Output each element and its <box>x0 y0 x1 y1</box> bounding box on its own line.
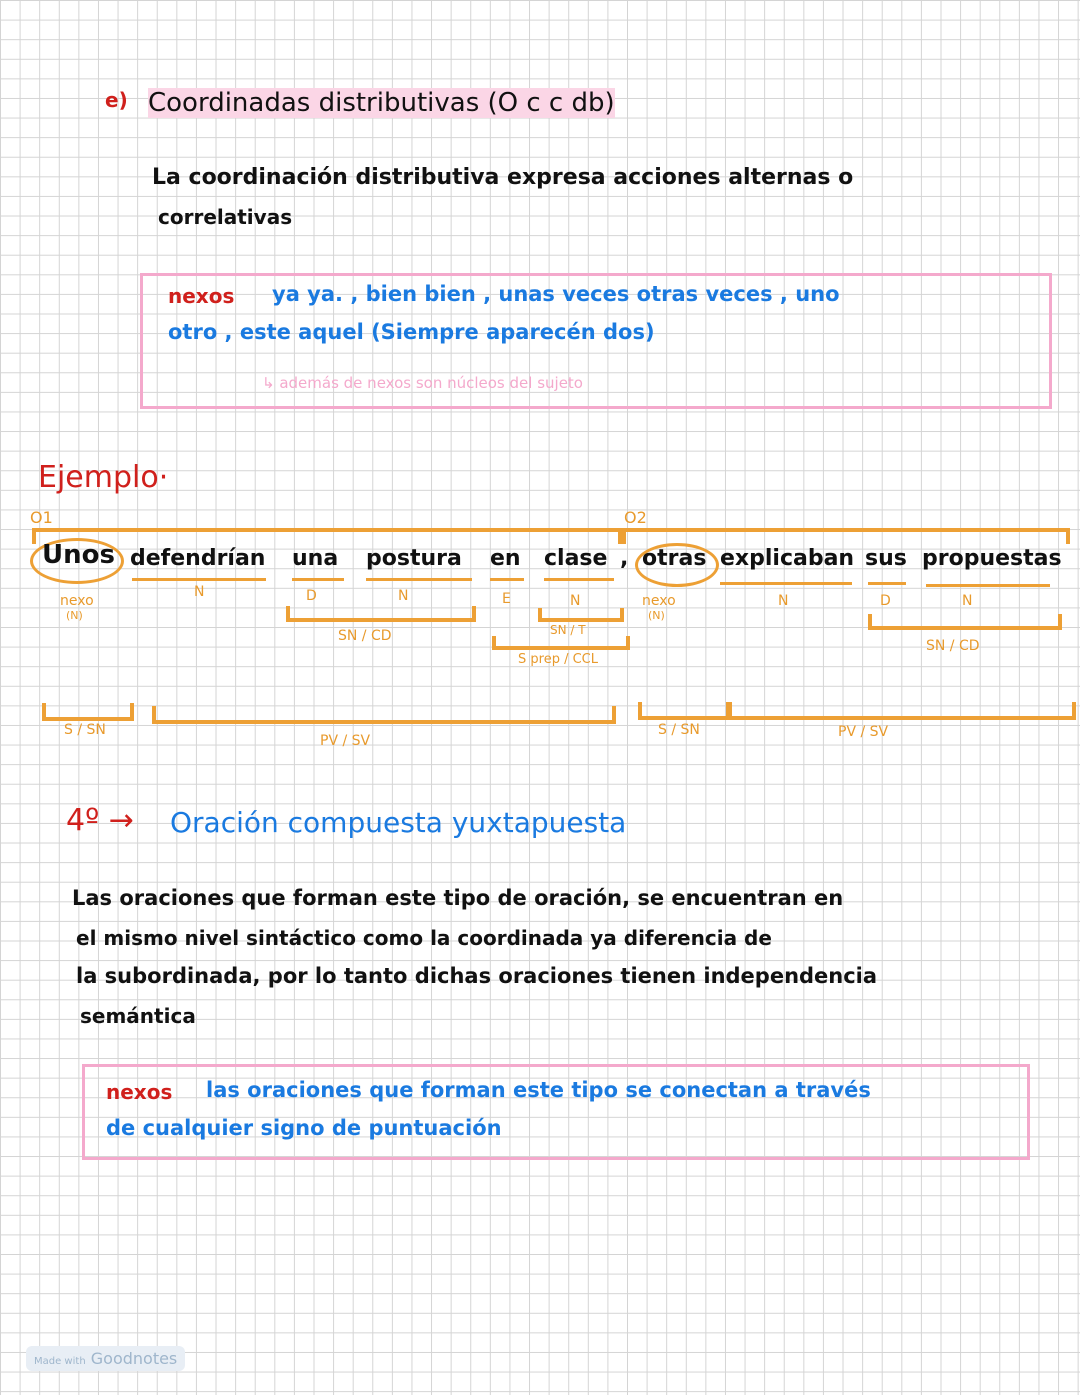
section-marker: 4º → <box>66 803 134 838</box>
word: clase <box>544 546 608 571</box>
bracket <box>638 702 730 720</box>
o2-bracket <box>622 528 1070 544</box>
paragraph-line: el mismo nivel sintáctico como la coordinada ya diferencia de <box>76 926 772 950</box>
o2-label: O2 <box>624 508 647 527</box>
label: E <box>502 591 511 607</box>
label: N <box>398 588 409 604</box>
nexos-note: ↳ además de nexos son núcleos del sujeto <box>262 374 583 392</box>
title-text: Coordinadas distributivas (O c c db) <box>148 88 615 118</box>
definition-line: correlativas <box>158 205 293 229</box>
paragraph-line: semántica <box>80 1004 196 1028</box>
bracket <box>42 703 134 721</box>
underline <box>132 578 266 581</box>
bracket <box>492 636 630 650</box>
label: PV / SV <box>320 733 371 749</box>
bracket <box>538 608 624 622</box>
underline <box>292 578 344 581</box>
word: , <box>620 546 629 571</box>
made-with-text: Made with <box>34 1356 86 1367</box>
section-marker: e) <box>105 88 128 112</box>
o1-bracket <box>32 528 622 544</box>
label: N <box>962 593 973 609</box>
example-heading: Ejemplo· <box>38 460 169 495</box>
word: propuestas <box>922 546 1062 571</box>
nexos-label: nexos <box>106 1080 173 1104</box>
brand-text: Goodnotes <box>90 1349 178 1368</box>
word: defendrían <box>130 546 266 571</box>
section-title <box>148 88 615 118</box>
bracket <box>152 706 616 724</box>
word: en <box>490 546 521 571</box>
word: sus <box>865 546 907 571</box>
label: (N) <box>648 609 665 622</box>
nexos-line: ya ya. , bien bien , unas veces otras veces , uno <box>272 282 840 306</box>
label: PV / SV <box>838 724 889 740</box>
label: SN / CD <box>926 638 980 654</box>
label: N <box>194 584 205 600</box>
o1-label: O1 <box>30 508 53 527</box>
word: una <box>292 546 339 571</box>
paragraph-line: la subordinada, por lo tanto dichas oraciones tienen independencia <box>76 964 878 988</box>
underline <box>544 578 614 581</box>
underline <box>366 578 472 581</box>
word: postura <box>366 546 462 571</box>
section-title: Oración compuesta yuxtapuesta <box>170 806 627 839</box>
word: Unos <box>42 540 115 570</box>
paragraph-line: Las oraciones que forman este tipo de oración, se encuentran en <box>72 886 844 910</box>
bracket <box>868 614 1062 630</box>
label: SN / T <box>550 623 586 637</box>
underline <box>720 582 852 585</box>
label: N <box>778 593 789 609</box>
label: S / SN <box>64 722 106 738</box>
label: N <box>570 593 581 609</box>
label: SN / CD <box>338 628 392 644</box>
label: nexo <box>642 593 676 609</box>
nexos-label: nexos <box>168 284 235 308</box>
bracket <box>728 702 1076 720</box>
label: D <box>880 593 891 609</box>
label: S / SN <box>658 722 700 738</box>
bracket <box>286 606 476 622</box>
definition-line: La coordinación distributiva expresa acciones alternas o <box>152 165 854 190</box>
underline <box>868 582 906 585</box>
label: D <box>306 588 317 604</box>
label: S prep / CCL <box>518 652 598 667</box>
word: otras <box>642 546 707 571</box>
label: (N) <box>66 609 83 622</box>
word: explicaban <box>720 546 855 571</box>
goodnotes-watermark <box>26 1346 185 1371</box>
nexos-line: otro , este aquel (Siempre aparecén dos) <box>168 320 655 344</box>
nexos-line: de cualquier signo de puntuación <box>106 1116 502 1140</box>
underline <box>490 578 524 581</box>
label: nexo <box>60 593 94 609</box>
underline <box>926 584 1050 587</box>
nexos-line: las oraciones que forman este tipo se conectan a través <box>206 1078 871 1102</box>
